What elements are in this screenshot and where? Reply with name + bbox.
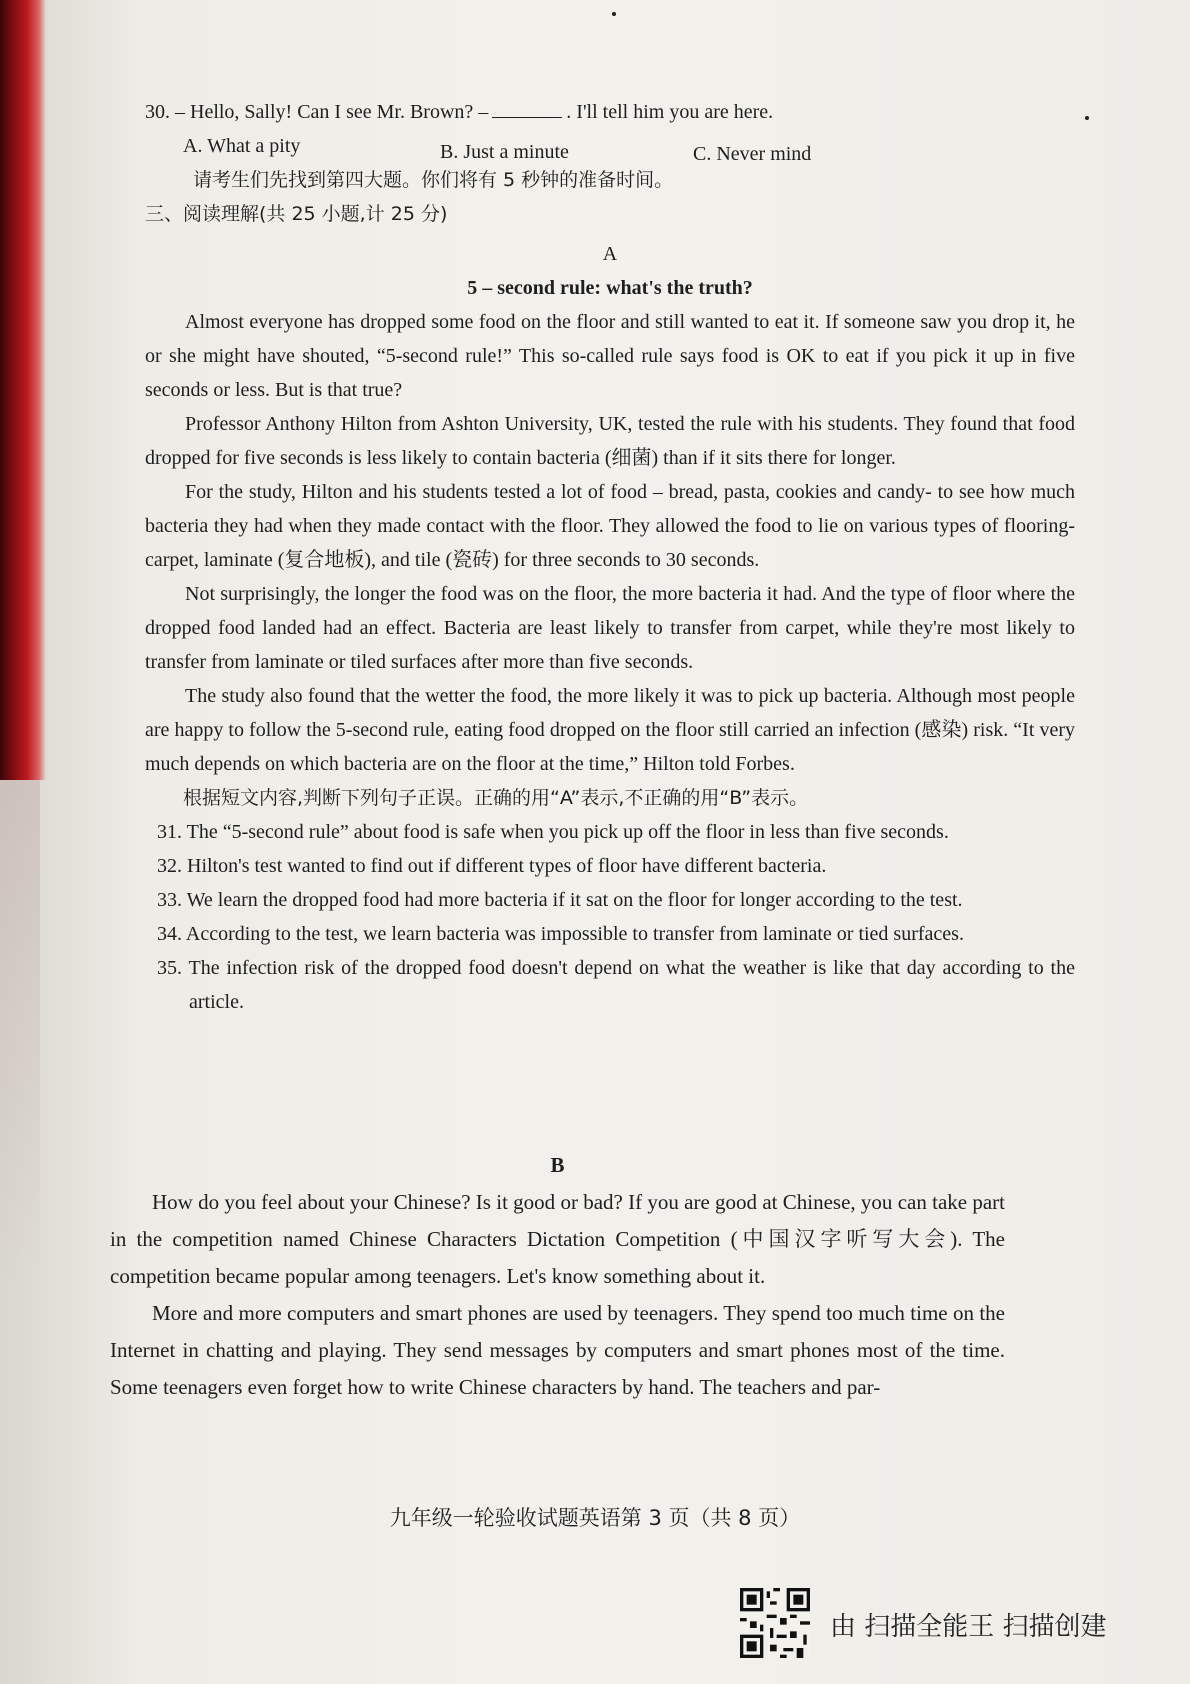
section-title: 三、阅读理解(共 25 小题,计 25 分) — [145, 203, 448, 225]
paragraph: Almost everyone has dropped some food on the floor and still wanted to eat it. If someone saw you drop it, he or she might have shouted, “5-second rule!” This so-called rule says food is OK to eat if you pick it up in five seconds or less. But is that true? — [145, 311, 1075, 401]
scanner-watermark — [740, 1588, 1180, 1658]
judge-instruction: 根据短文内容,判断下列句子正误。正确的用“A”表示,不正确的用“B”表示。 — [183, 787, 809, 809]
paragraph: More and more computers and smart phones are used by teenagers. They spend too much time on the Internet in chatting and playing. They send messages by computers and smart phones most of the time. Some teenagers even forget how to write Chinese characters by hand. The teachers and par- — [110, 1301, 1005, 1399]
speck — [612, 12, 616, 16]
question-item: 33. We learn the dropped food had more bacteria if it sat on the floor for longer according to the test. — [157, 889, 963, 911]
page-footer: 九年级一轮验收试题英语第 3 页（共 8 页） — [389, 1506, 801, 1530]
option-b: B. Just a minute — [440, 141, 569, 163]
passage-b-block — [110, 1153, 1005, 1406]
question-item: 35. The infection risk of the dropped food doesn't depend on what the weather is like that day according to the article. — [157, 957, 1075, 1013]
question-item: 31. The “5-second rule” about food is safe when you pick up off the floor in less than five seconds. — [157, 821, 949, 843]
passage-letter-b: B — [550, 1153, 565, 1177]
scanner-watermark-text: 由 扫描全能王 扫描创建 — [830, 1612, 1107, 1642]
q30-stem-end: . I'll tell him you are here. — [566, 101, 774, 123]
option-c: C. Never mind — [693, 143, 812, 165]
question-30 — [145, 95, 1075, 129]
q30-options — [145, 129, 1075, 163]
passage-title: 5 – second rule: what's the truth? — [467, 277, 753, 299]
edge-shadow — [0, 780, 40, 1280]
passage-letter-a: A — [602, 243, 618, 265]
option-a: A. What a pity — [183, 135, 301, 157]
red-binding-edge — [0, 0, 46, 780]
paragraph: Not surprisingly, the longer the food was on the floor, the more bacteria it had. And the type of floor where the dropped food landed had an effect. Bacteria are least likely to transfer from carpet, while they're most likely to transfer from laminate or tiled surfaces after more than five seconds. — [145, 583, 1075, 673]
paragraph: How do you feel about your Chinese? Is it good or bad? If you are good at Chinese, you can take part in the competition named Chinese Characters Dictation Competition (中国汉字听写大会). The competition became popular among teenagers. Let's know something about it. — [110, 1190, 1005, 1288]
paragraph: For the study, Hilton and his students tested a lot of food – bread, pasta, cookies and candy- to see how much bacteria they had when they made contact with the floor. They allowed the food to lie on various types of flooring-carpet, laminate (复合地板), and tile (瓷砖) for three seconds to 30 seconds. — [145, 481, 1075, 571]
instructions: 请考生们先找到第四大题。你们将有 5 秒钟的准备时间。 — [193, 169, 674, 191]
answer-blank — [492, 95, 562, 118]
speck — [1085, 116, 1089, 120]
paragraph: The study also found that the wetter the food, the more likely it was to pick up bacteria. Although most people are happy to follow the 5-second rule, eating food dropped on the floor still carried an infection (感染) risk. “It very much depends on which bacteria are on the floor at the time,” Hilton told Forbes. — [145, 685, 1075, 775]
question-item: 32. Hilton's test wanted to find out if different types of floor have different bacteria. — [157, 855, 827, 877]
question-item: 34. According to the test, we learn bacteria was impossible to transfer from laminate or tied surfaces. — [157, 923, 964, 945]
q30-stem: 30. – Hello, Sally! Can I see Mr. Brown? – — [145, 101, 489, 123]
passage-a-block — [145, 95, 1075, 1019]
paragraph: Professor Anthony Hilton from Ashton University, UK, tested the rule with his students. They found that food dropped for five seconds is less likely to contain bacteria (细菌) than if it sits there for longer. — [145, 413, 1075, 469]
qr-code-icon — [740, 1588, 810, 1658]
